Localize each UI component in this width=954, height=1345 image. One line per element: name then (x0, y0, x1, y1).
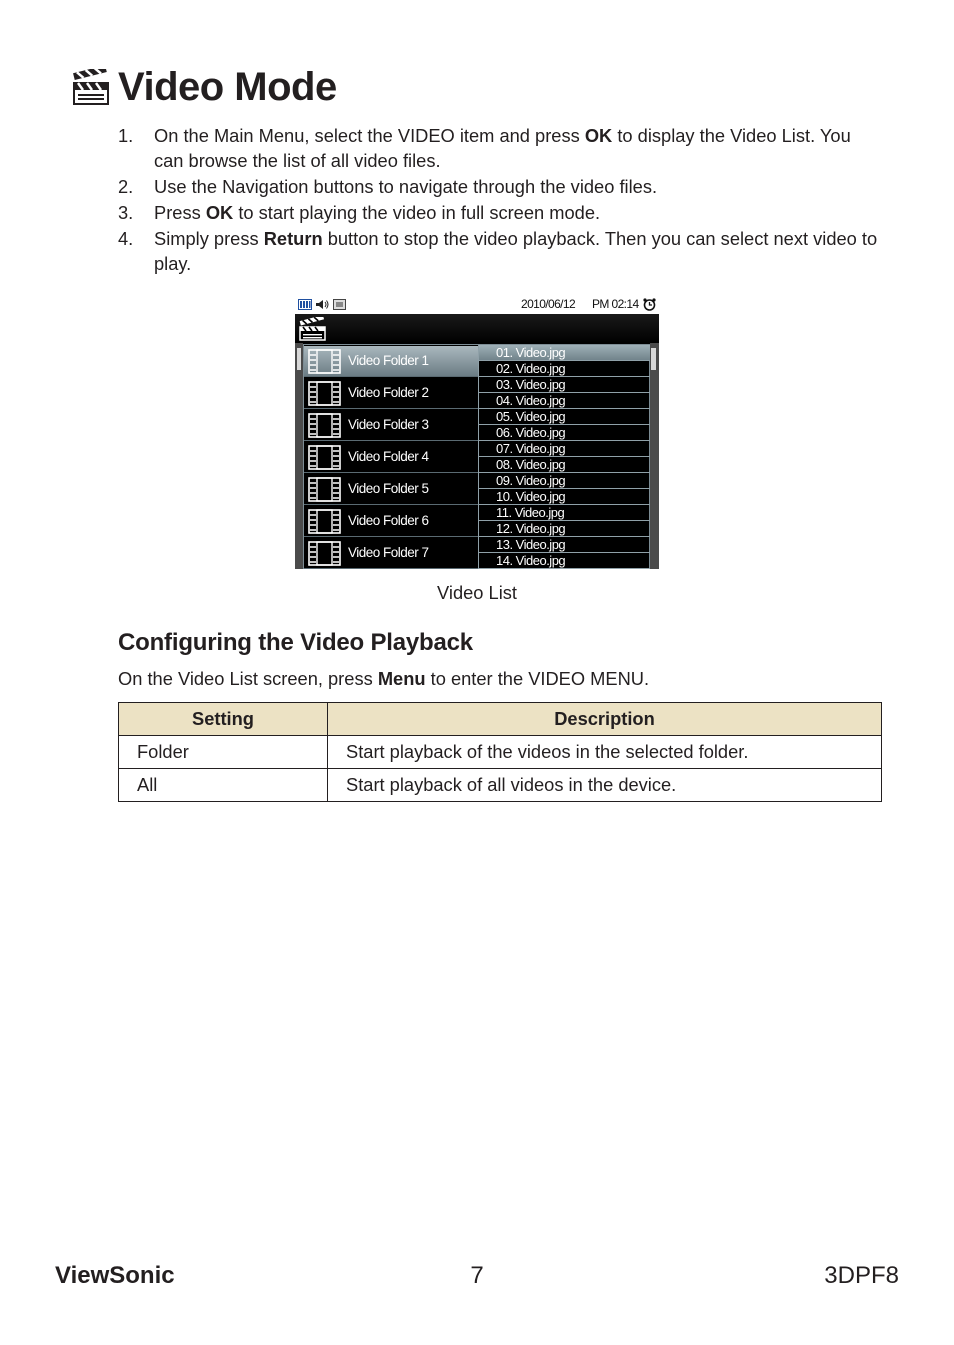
folder-row[interactable] (304, 474, 478, 505)
video-file-label: 03. Video.jpg (496, 377, 566, 392)
video-file-row[interactable] (478, 553, 650, 569)
footer-page-number: 7 (470, 1262, 484, 1289)
video-file-row[interactable] (478, 473, 650, 489)
video-file-label: 07. Video.jpg (496, 441, 566, 456)
film-folder-icon (308, 477, 341, 502)
folder-label: Video Folder 1 (348, 353, 429, 368)
folder-row[interactable] (304, 410, 478, 441)
video-file-label: 11. Video.jpg (496, 505, 565, 520)
speaker-icon (315, 299, 329, 310)
settings-table (118, 702, 882, 802)
screen-header-bar (295, 314, 659, 343)
step-key: OK (584, 125, 613, 146)
video-file-row[interactable] (478, 425, 650, 441)
table-row (119, 736, 882, 769)
step-text: Press (154, 202, 206, 223)
video-file-row[interactable] (478, 441, 650, 457)
step-number: 4. (118, 228, 134, 249)
video-file-label: 06. Video.jpg (496, 425, 566, 440)
scrollbar-thumb-right[interactable] (651, 348, 656, 370)
folder-row[interactable] (304, 378, 478, 409)
video-file-label: 09. Video.jpg (496, 473, 566, 488)
video-file-label: 08. Video.jpg (496, 457, 566, 472)
footer-brand: ViewSonic (55, 1262, 175, 1289)
footer-model: 3DPF8 (824, 1262, 899, 1289)
scrollbar-right[interactable] (650, 343, 659, 569)
step-item (118, 123, 878, 173)
step-text: to start playing the video in full screen mode. (233, 202, 601, 223)
step-item (118, 174, 878, 199)
table-header-row (119, 703, 882, 736)
video-file-row[interactable] (478, 393, 650, 409)
step-text: Use the Navigation buttons to navigate through the video files. (154, 176, 658, 197)
scrollbar-left[interactable] (295, 343, 303, 569)
figure-caption: Video List (437, 582, 517, 603)
intro-text: to enter the VIDEO MENU. (425, 668, 650, 689)
folder-label: Video Folder 4 (348, 449, 429, 464)
section-title: Configuring the Video Playback (118, 629, 473, 656)
film-folder-icon (308, 381, 341, 406)
step-text: Simply press (154, 228, 264, 249)
video-file-row[interactable] (478, 457, 650, 473)
setting-cell: All (119, 769, 328, 802)
step-text: to display the Video List. You can browse the list of all video files. (154, 125, 851, 171)
step-key: OK (205, 202, 234, 223)
folder-label: Video Folder 5 (348, 481, 429, 496)
memory-card-icon (298, 299, 312, 310)
video-file-row[interactable] (478, 489, 650, 505)
folder-label: Video Folder 6 (348, 513, 429, 528)
video-file-row[interactable] (478, 521, 650, 537)
step-number: 1. (118, 125, 134, 146)
video-file-label: 13. Video.jpg (496, 537, 566, 552)
video-file-label: 12. Video.jpg (496, 521, 566, 536)
step-item (118, 226, 878, 276)
sd-card-icon (333, 299, 346, 310)
folder-label: Video Folder 2 (348, 385, 429, 400)
status-bar (295, 296, 659, 314)
intro-text: On the Video List screen, press (118, 668, 378, 689)
video-file-label: 04. Video.jpg (496, 393, 566, 408)
page-title: Video Mode (118, 64, 337, 109)
film-folder-icon (308, 509, 341, 534)
intro-key: Menu (377, 668, 426, 689)
video-file-label: 10. Video.jpg (496, 489, 566, 504)
step-key: Return (263, 228, 323, 249)
folder-row[interactable] (304, 538, 478, 569)
page-title-row (73, 62, 337, 112)
video-file-label: 01. Video.jpg (496, 345, 566, 360)
video-file-label: 14. Video.jpg (496, 553, 566, 568)
status-date: 2010/06/12 (521, 297, 576, 311)
video-file-row[interactable] (478, 537, 650, 553)
video-file-label: 05. Video.jpg (496, 409, 566, 424)
folder-label: Video Folder 3 (348, 417, 429, 432)
description-cell: Start playback of the videos in the selected folder. (328, 736, 882, 769)
video-list-screenshot (295, 296, 659, 569)
status-time: PM 02:14 (592, 297, 639, 311)
table-row (119, 769, 882, 802)
folder-row[interactable] (304, 506, 478, 537)
alarm-clock-icon (643, 298, 656, 311)
step-text: button to stop the video playback. Then you can select next video to play. (154, 228, 878, 274)
section-intro (118, 668, 649, 690)
video-file-row[interactable] (478, 361, 650, 377)
video-file-row[interactable] (478, 377, 650, 393)
step-text: On the Main Menu, select the VIDEO item and press (154, 125, 585, 146)
folder-row[interactable] (304, 346, 478, 377)
scrollbar-thumb-left[interactable] (297, 348, 301, 370)
clapperboard-icon (73, 69, 109, 105)
column-header-setting: Setting (119, 703, 328, 736)
video-file-label: 02. Video.jpg (496, 361, 566, 376)
step-number: 2. (118, 176, 134, 197)
video-file-row[interactable] (478, 409, 650, 425)
film-folder-icon (308, 349, 341, 374)
video-file-row[interactable] (478, 505, 650, 521)
film-folder-icon (308, 413, 341, 438)
film-folder-icon (308, 445, 341, 470)
clapperboard-icon (299, 317, 326, 341)
instruction-steps (118, 123, 878, 277)
setting-cell: Folder (119, 736, 328, 769)
column-header-description: Description (328, 703, 882, 736)
folder-label: Video Folder 7 (348, 545, 429, 560)
video-file-row[interactable] (478, 345, 650, 361)
step-item (118, 200, 878, 225)
folder-row[interactable] (304, 442, 478, 473)
film-folder-icon (308, 541, 341, 566)
step-number: 3. (118, 202, 134, 223)
description-cell: Start playback of all videos in the device. (328, 769, 882, 802)
